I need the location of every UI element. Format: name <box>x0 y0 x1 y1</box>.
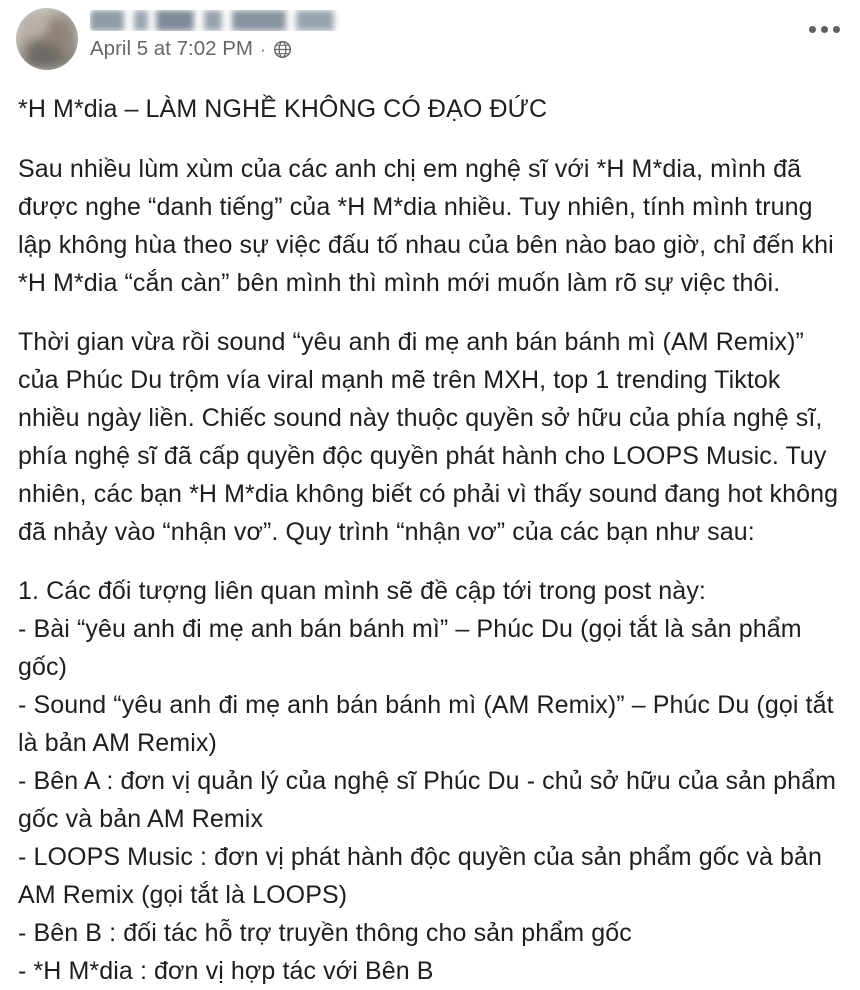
post-list <box>18 572 844 990</box>
post-list-item: - Bên A : đơn vị quản lý của nghệ sĩ Phúc Du - chủ sở hữu của sản phẩm gốc và bản AM Remix <box>18 767 837 833</box>
post-paragraph-2: Thời gian vừa rồi sound “yêu anh đi mẹ anh bán bánh mì (AM Remix)” của Phúc Du trộm vía viral mạnh mẽ trên MXH, top 1 trending Tiktok nhiều ngày liền. Chiếc sound này thuộc quyền sở hữu của phía nghệ sĩ, phía nghệ sĩ đã cấp quyền độc quyền phát hành cho LOOPS Music. Tuy nhiên, các bạn *H M*dia không biết có phải vì thấy sound đang hot không đã nhảy vào “nhận vơ”. Quy trình “nhận vơ” của các bạn như sau: <box>18 328 839 546</box>
post-list-intro: 1. Các đối tượng liên quan mình sẽ đề cập tới trong post này: <box>18 577 706 605</box>
author-name-blurred[interactable] <box>90 10 358 31</box>
more-options-icon[interactable] <box>809 26 840 33</box>
more-options-dot <box>833 26 840 33</box>
post-meta <box>90 37 358 61</box>
post-header-text <box>90 8 358 61</box>
post-header <box>0 0 860 78</box>
globe-icon[interactable] <box>273 40 292 59</box>
post-list-item: - LOOPS Music : đơn vị phát hành độc quyền của sản phẩm gốc và bản AM Remix (gọi tắt là LOOPS) <box>18 843 823 909</box>
avatar[interactable] <box>16 8 78 70</box>
post-body <box>0 78 860 990</box>
meta-separator: · <box>259 39 266 59</box>
more-options-dot <box>809 26 816 33</box>
post-paragraph-1: Sau nhiều lùm xùm của các anh chị em nghệ sĩ với *H M*dia, mình đã được nghe “danh tiếng” của *H M*dia nhiều. Tuy nhiên, tính mình trung lập không hùa theo sự việc đấu tố nhau của bên nào bao giờ, chỉ đến khi *H M*dia “cắn càn” bên mình thì mình mới muốn làm rõ sự việc thôi. <box>18 155 834 297</box>
author-name-pixels <box>90 10 358 31</box>
post-list-item: - Sound “yêu anh đi mẹ anh bán bánh mì (AM Remix)” – Phúc Du (gọi tắt là bản AM Remix) <box>18 691 834 757</box>
post-timestamp[interactable]: April 5 at 7:02 PM <box>90 37 253 60</box>
post-list-item: - Bên B : đối tác hỗ trợ truyền thông cho sản phẩm gốc <box>18 919 632 947</box>
avatar-image-blurred <box>16 8 78 70</box>
post-list-item: - Bài “yêu anh đi mẹ anh bán bánh mì” – Phúc Du (gọi tắt là sản phẩm gốc) <box>18 615 802 681</box>
post-list-item: - *H M*dia : đơn vị hợp tác với Bên B <box>18 957 434 985</box>
more-options-dot <box>821 26 828 33</box>
post-title: *H M*dia – LÀM NGHỀ KHÔNG CÓ ĐẠO ĐỨC <box>18 95 548 123</box>
